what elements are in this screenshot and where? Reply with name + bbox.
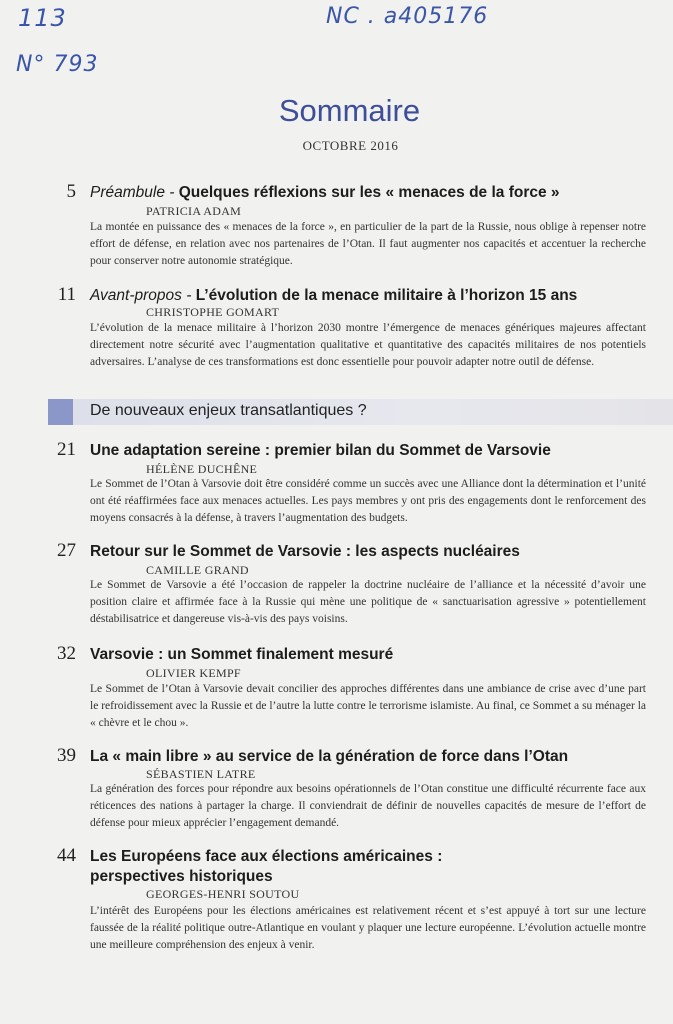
entry-author: HÉLÈNE DUCHÊNE [146,462,258,476]
entry-title-text: L’évolution de la menace militaire à l’horizon 15 ans [195,287,578,304]
page-number: 39 [57,745,76,766]
entry-description: Le Sommet de Varsovie a été l’occasion de rappeler la doctrine nucléaire de l’alliance et la nécessité d’avoir une position claire et affirmée face à la Russie qui mène une politique de « sanctuarisation agressive » potentiellement déstabilisatrice et dangereuse vis-à-vis des pays voisins. [90,579,646,625]
entry-author: CAMILLE GRAND [146,563,249,577]
entry-title[interactable]: Varsovie : un Sommet finalement mesuré [90,646,394,663]
entry-author: SÉBASTIEN LATRE [146,767,256,781]
entry-description: L’évolution de la menace militaire à l’horizon 2030 montre l’émergence de menaces génériques majeures affectant directement notre sécurité avec l’augmentation qualitative et quantitative des capacités militaires de nos potentiels adversaires. L’analyse de ces transformations est donc essentielle pour pouvoir adapter notre outil de défense. [90,322,646,368]
section-heading: De nouveaux enjeux transatlantiques ? [90,402,367,419]
entry-description: La montée en puissance des « menaces de la force », en particulier de la part de la Russie, nous oblige à repenser notre effort de défense, en relation avec nos partenaires de l’Otan. Il faut augmenter nos capacités et accentuer la recherche pour conserver notre autonomie stratégique. [90,221,646,267]
page-number: 27 [57,540,76,561]
page-title: Sommaire [278,93,421,128]
entry-author: CHRISTOPHE GOMART [146,305,280,319]
entry-author: OLIVIER KEMPF [146,666,241,680]
section-marker [48,399,73,425]
issue-date: OCTOBRE 2016 [302,138,399,153]
entry-description: Le Sommet de l’Otan à Varsovie doit être considéré comme un succès avec une Alliance dont la détermination et l’unité ont été réaffirmées face aux menaces actuelles. Les pays membres y ont pris des engagements dont le renforcement des moyens consacrés à la défense, à travers l’augmentation des budgets. [90,478,646,524]
entry-title[interactable]: Retour sur le Sommet de Varsovie : les aspects nucléaires [90,543,520,560]
entry-author: GEORGES-HENRI SOUTOU [146,887,300,901]
handwritten-number: 113 [18,4,67,32]
entry-title[interactable] [90,286,650,306]
page-number: 21 [57,439,76,460]
page-number: 44 [57,845,76,866]
page-number: 11 [57,284,76,305]
entry-title[interactable]: Une adaptation sereine : premier bilan du Sommet de Varsovie [90,442,551,459]
entry-title[interactable] [90,183,650,203]
entry-description: La génération des forces pour répondre aux besoins opérationnels de l’Otan constitue une difficulté récurrente face aux réticences des nations à partager la charge. Il conviendrait de définir de nouvelles capacités de mesure de l’effort de défense pour mieux apprécier l’engagement demandé. [90,783,646,829]
handwritten-issue-number: N° 793 [16,52,99,77]
entry-title[interactable]: La « main libre » au service de la génération de force dans l’Otan [90,748,569,765]
page-number: 32 [57,643,76,664]
entry-description: Le Sommet de l’Otan à Varsovie devait concilier des approches différentes dans une ambiance de crise avec d’une part le refroidissement avec la Russie et de l’autre la lutte contre le terrorisme islamiste. Au final, ce Sommet a su ménager la « chèvre et le chou ». [90,683,646,729]
page-number: 5 [66,181,76,202]
entry-label: Préambule - [90,184,179,201]
entry-author: PATRICIA ADAM [146,204,242,218]
entry-title[interactable]: Les Européens face aux élections américaines : perspectives historiques [90,848,443,885]
entry-label: Avant-propos - [90,287,196,304]
entry-description: L’intérêt des Européens pour les élections américaines est relativement récent et s’est appuyé à tort sur une lecture faussée de la réalité politique outre-Atlantique en voulant y plaquer une lecture européenne. L’évolution actuelle montre une meilleure compréhension des enjeux à venir. [90,905,646,951]
handwritten-reference: NC . a405176 [326,4,489,29]
entry-title-text: Quelques réflexions sur les « menaces de la force » [178,184,560,201]
